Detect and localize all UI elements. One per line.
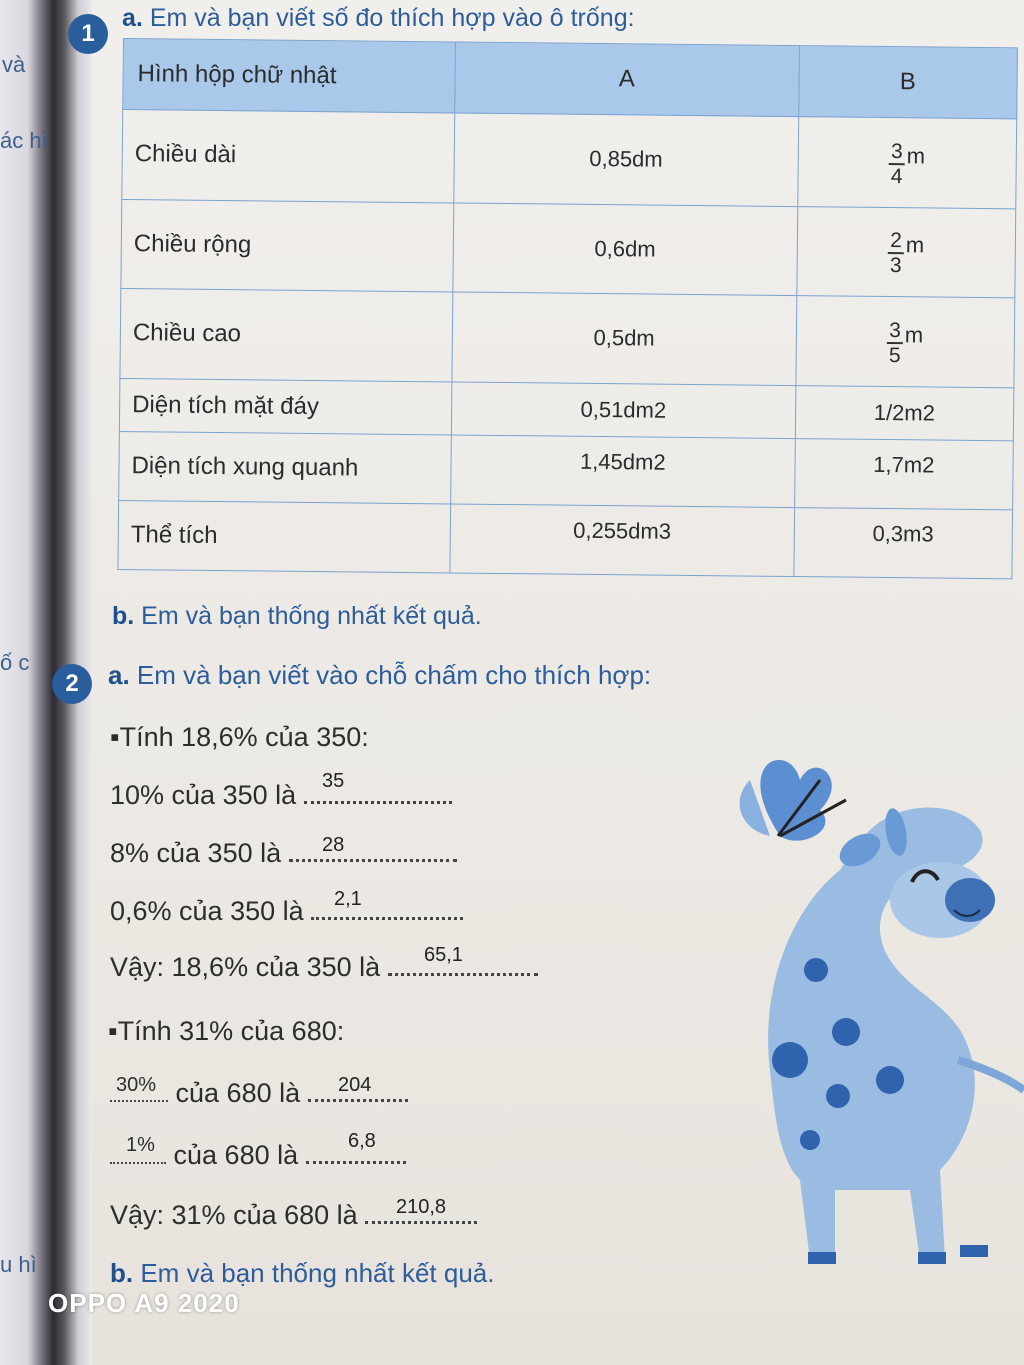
table-header-row xyxy=(123,39,1018,119)
instruction-text: Em và bạn thống nhất kết quả. xyxy=(140,1258,495,1288)
exercise-1-badge: 1 xyxy=(68,14,108,54)
fraction: $\frac{3}{4}$ m xyxy=(890,139,926,188)
measurement-table xyxy=(117,38,1018,579)
margin-fragment: u hì xyxy=(0,1252,37,1277)
table-row xyxy=(122,110,1017,209)
header-shape: Hình hộp chữ nhật xyxy=(123,39,456,113)
answer-blank[interactable] xyxy=(110,1076,168,1102)
line-text: của 680 là xyxy=(173,1140,299,1170)
part-label: a. xyxy=(108,660,130,690)
handwritten-answer: 210,8 xyxy=(396,1196,447,1218)
cell-b[interactable] xyxy=(795,296,1014,388)
table-row xyxy=(119,378,1014,441)
exercise-1b-text xyxy=(112,602,482,631)
task-2-title: ▪Tính 31% của 680: xyxy=(108,1016,345,1046)
table-row xyxy=(121,199,1016,298)
cell-b[interactable] xyxy=(797,117,1016,209)
line-text: Vậy: 18,6% của 350 là xyxy=(110,952,381,982)
handwritten-answer: 2,1 xyxy=(334,888,362,910)
part-label: a. xyxy=(122,4,143,32)
cell-a[interactable]: 0,255dm3 xyxy=(450,504,794,577)
row-label: Diện tích xung quanh xyxy=(119,432,452,504)
row-label: Thể tích xyxy=(118,501,451,573)
fraction: $\frac{2}{3}$ m xyxy=(889,229,925,278)
exercise-2b-text xyxy=(110,1258,494,1289)
margin-fragment: ác hì xyxy=(0,128,48,153)
handwritten-lead: 1% xyxy=(126,1134,155,1156)
butterfly-icon xyxy=(740,760,846,841)
margin-fragment: ố c xyxy=(0,650,30,675)
fraction: $\frac{3}{5}$ m xyxy=(888,318,924,368)
header-b: B xyxy=(798,46,1017,119)
table-row xyxy=(120,289,1015,388)
cell-a[interactable]: 1,45dm2 xyxy=(451,435,795,507)
line-text: 0,6% của 350 là xyxy=(110,896,304,926)
answer-blank[interactable] xyxy=(110,1134,166,1164)
line-text: 10% của 350 là xyxy=(110,780,297,810)
cell-a[interactable]: 0,5dm xyxy=(452,292,796,385)
line-text: Vậy: 31% của 680 là xyxy=(110,1200,358,1230)
cell-a[interactable]: 0,6dm xyxy=(453,203,797,296)
row-label: Chiều rộng xyxy=(121,199,454,292)
handwritten-answer: 65,1 xyxy=(424,944,463,966)
row-label: Chiều dài xyxy=(122,110,455,203)
task-1-title: ▪Tính 18,6% của 350: xyxy=(110,722,369,752)
cell-b[interactable]: 1,7m2 xyxy=(794,439,1013,510)
row-label: Chiều cao xyxy=(120,289,453,382)
table-row xyxy=(118,501,1013,579)
cell-b[interactable]: 1/2m2 xyxy=(795,385,1014,441)
cell-a[interactable]: 0,51dm2 xyxy=(451,382,795,439)
exercise-1a-heading xyxy=(122,4,635,33)
exercise-2-badge: 2 xyxy=(52,664,92,704)
instruction-text: Em và bạn viết vào chỗ chấm cho thích hợp: xyxy=(136,660,652,690)
handwritten-answer: 28 xyxy=(322,834,345,856)
fill-line xyxy=(110,780,452,811)
fill-line xyxy=(110,896,463,927)
cell-a[interactable]: 0,85dm xyxy=(454,113,798,206)
fill-line xyxy=(110,838,457,869)
exercise-2a-heading xyxy=(108,660,651,691)
table-row xyxy=(119,432,1014,510)
instruction-text: Em và bạn viết số đo thích hợp vào ô trống: xyxy=(149,4,635,32)
camera-watermark: OPPO A9 2020 xyxy=(48,1288,240,1318)
giraffe-illustration xyxy=(720,740,1024,1280)
margin-fragment: và xyxy=(2,52,26,77)
row-label: Diện tích mặt đáy xyxy=(119,378,452,435)
handwritten-lead: 30% xyxy=(116,1074,157,1096)
handwritten-answer: 6,8 xyxy=(348,1130,376,1152)
part-label: b. xyxy=(110,1258,134,1288)
instruction-text: Em và bạn thống nhất kết quả. xyxy=(141,602,482,630)
cell-b[interactable]: 0,3m3 xyxy=(793,508,1012,579)
line-text: 8% của 350 là xyxy=(110,838,282,868)
line-text: của 680 là xyxy=(175,1078,301,1108)
fill-line xyxy=(110,952,538,983)
part-label: b. xyxy=(112,602,135,630)
cell-b[interactable] xyxy=(796,206,1015,298)
handwritten-answer: 204 xyxy=(338,1074,372,1096)
handwritten-answer: 35 xyxy=(322,770,345,792)
answer-blank[interactable] xyxy=(289,839,457,862)
header-a: A xyxy=(455,42,799,117)
